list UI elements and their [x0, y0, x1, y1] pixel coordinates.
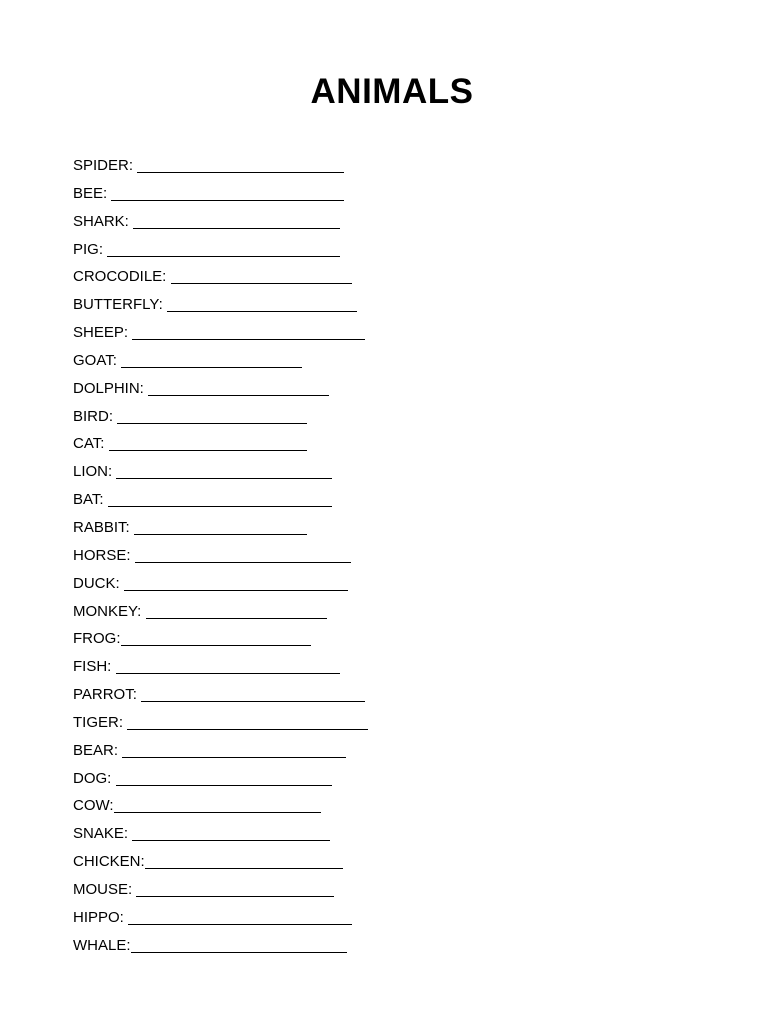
- list-item: [73, 629, 368, 657]
- list-item: [73, 351, 368, 379]
- list-item: [73, 295, 368, 323]
- animal-label: SNAKE:: [73, 825, 133, 843]
- answer-blank[interactable]: [124, 574, 348, 591]
- animal-label: DOLPHIN:: [73, 379, 149, 397]
- list-item: [73, 379, 368, 407]
- answer-blank[interactable]: [134, 518, 307, 535]
- list-item: [73, 434, 368, 462]
- animal-label: HIPPO:: [73, 908, 129, 926]
- animal-label: SHARK:: [73, 212, 134, 230]
- animal-label: BAT:: [73, 491, 108, 509]
- list-item: [73, 685, 368, 713]
- answer-blank[interactable]: [135, 546, 351, 563]
- answer-blank[interactable]: [109, 434, 307, 451]
- animal-label: COW:: [73, 797, 114, 815]
- animal-label: MONKEY:: [73, 602, 146, 620]
- animal-label: SPIDER:: [73, 157, 138, 174]
- answer-blank[interactable]: [128, 908, 352, 925]
- animal-label: BUTTERFLY:: [73, 296, 167, 314]
- list-item: [73, 936, 368, 964]
- list-item: [73, 212, 368, 240]
- list-item: [73, 462, 368, 490]
- answer-blank[interactable]: [108, 490, 332, 507]
- answer-blank[interactable]: [171, 267, 352, 284]
- answer-blank[interactable]: [145, 852, 343, 869]
- list-item: [73, 657, 368, 685]
- answer-blank[interactable]: [114, 796, 321, 813]
- answer-blank[interactable]: [141, 685, 365, 702]
- answer-blank[interactable]: [131, 936, 347, 953]
- list-item: [73, 769, 368, 797]
- animal-label: CHICKEN:: [73, 853, 145, 871]
- animal-label: LION:: [73, 463, 117, 481]
- animal-label: RABBIT:: [73, 518, 134, 536]
- list-item: [73, 546, 368, 574]
- list-item: [73, 824, 368, 852]
- list-item: [73, 518, 368, 546]
- list-item: [73, 796, 368, 824]
- list-item: [73, 852, 368, 880]
- list-item: [73, 908, 368, 936]
- list-item: [73, 156, 368, 184]
- animal-label: FISH:: [73, 658, 116, 676]
- animal-label: TIGER:: [73, 713, 128, 731]
- animal-label: BEE:: [73, 184, 112, 202]
- page-title: ANIMALS: [310, 72, 474, 111]
- animal-label: BIRD:: [73, 407, 118, 425]
- list-item: [73, 741, 368, 769]
- list-item: [73, 240, 368, 268]
- answer-blank[interactable]: [167, 295, 357, 312]
- list-item: [73, 407, 368, 435]
- list-item: [73, 880, 368, 908]
- answer-blank[interactable]: [121, 351, 302, 368]
- answer-blank[interactable]: [116, 657, 340, 674]
- animal-label: BEAR:: [73, 741, 123, 759]
- answer-blank[interactable]: [132, 824, 330, 841]
- answer-blank[interactable]: [116, 769, 332, 786]
- answer-blank[interactable]: [117, 407, 307, 424]
- animal-label: HORSE:: [73, 546, 135, 564]
- animal-label: CAT:: [73, 435, 109, 453]
- animal-list: [73, 156, 368, 963]
- animal-label: DOG:: [73, 769, 116, 787]
- answer-blank[interactable]: [127, 713, 368, 730]
- list-item: [73, 184, 368, 212]
- answer-blank[interactable]: [146, 602, 327, 619]
- answer-blank[interactable]: [137, 156, 344, 173]
- list-item: [73, 323, 368, 351]
- animal-label: DUCK:: [73, 574, 124, 592]
- answer-blank[interactable]: [132, 323, 365, 340]
- answer-blank[interactable]: [136, 880, 334, 897]
- animal-label: SHEEP:: [73, 324, 133, 342]
- answer-blank[interactable]: [107, 240, 340, 257]
- list-item: [73, 713, 368, 741]
- answer-blank[interactable]: [148, 379, 329, 396]
- answer-blank[interactable]: [116, 462, 332, 479]
- answer-blank[interactable]: [111, 184, 344, 201]
- animal-label: GOAT:: [73, 351, 122, 369]
- animal-label: MOUSE:: [73, 880, 137, 898]
- list-item: [73, 267, 368, 295]
- animal-label: CROCODILE:: [73, 268, 171, 286]
- animal-label: WHALE:: [73, 936, 131, 954]
- list-item: [73, 574, 368, 602]
- answer-blank[interactable]: [133, 212, 340, 229]
- animal-label: PARROT:: [73, 686, 142, 704]
- animal-label: PIG:: [73, 240, 108, 258]
- answer-blank[interactable]: [122, 741, 346, 758]
- animal-label: FROG:: [73, 630, 121, 648]
- list-item: [73, 490, 368, 518]
- answer-blank[interactable]: [121, 629, 311, 646]
- list-item: [73, 602, 368, 630]
